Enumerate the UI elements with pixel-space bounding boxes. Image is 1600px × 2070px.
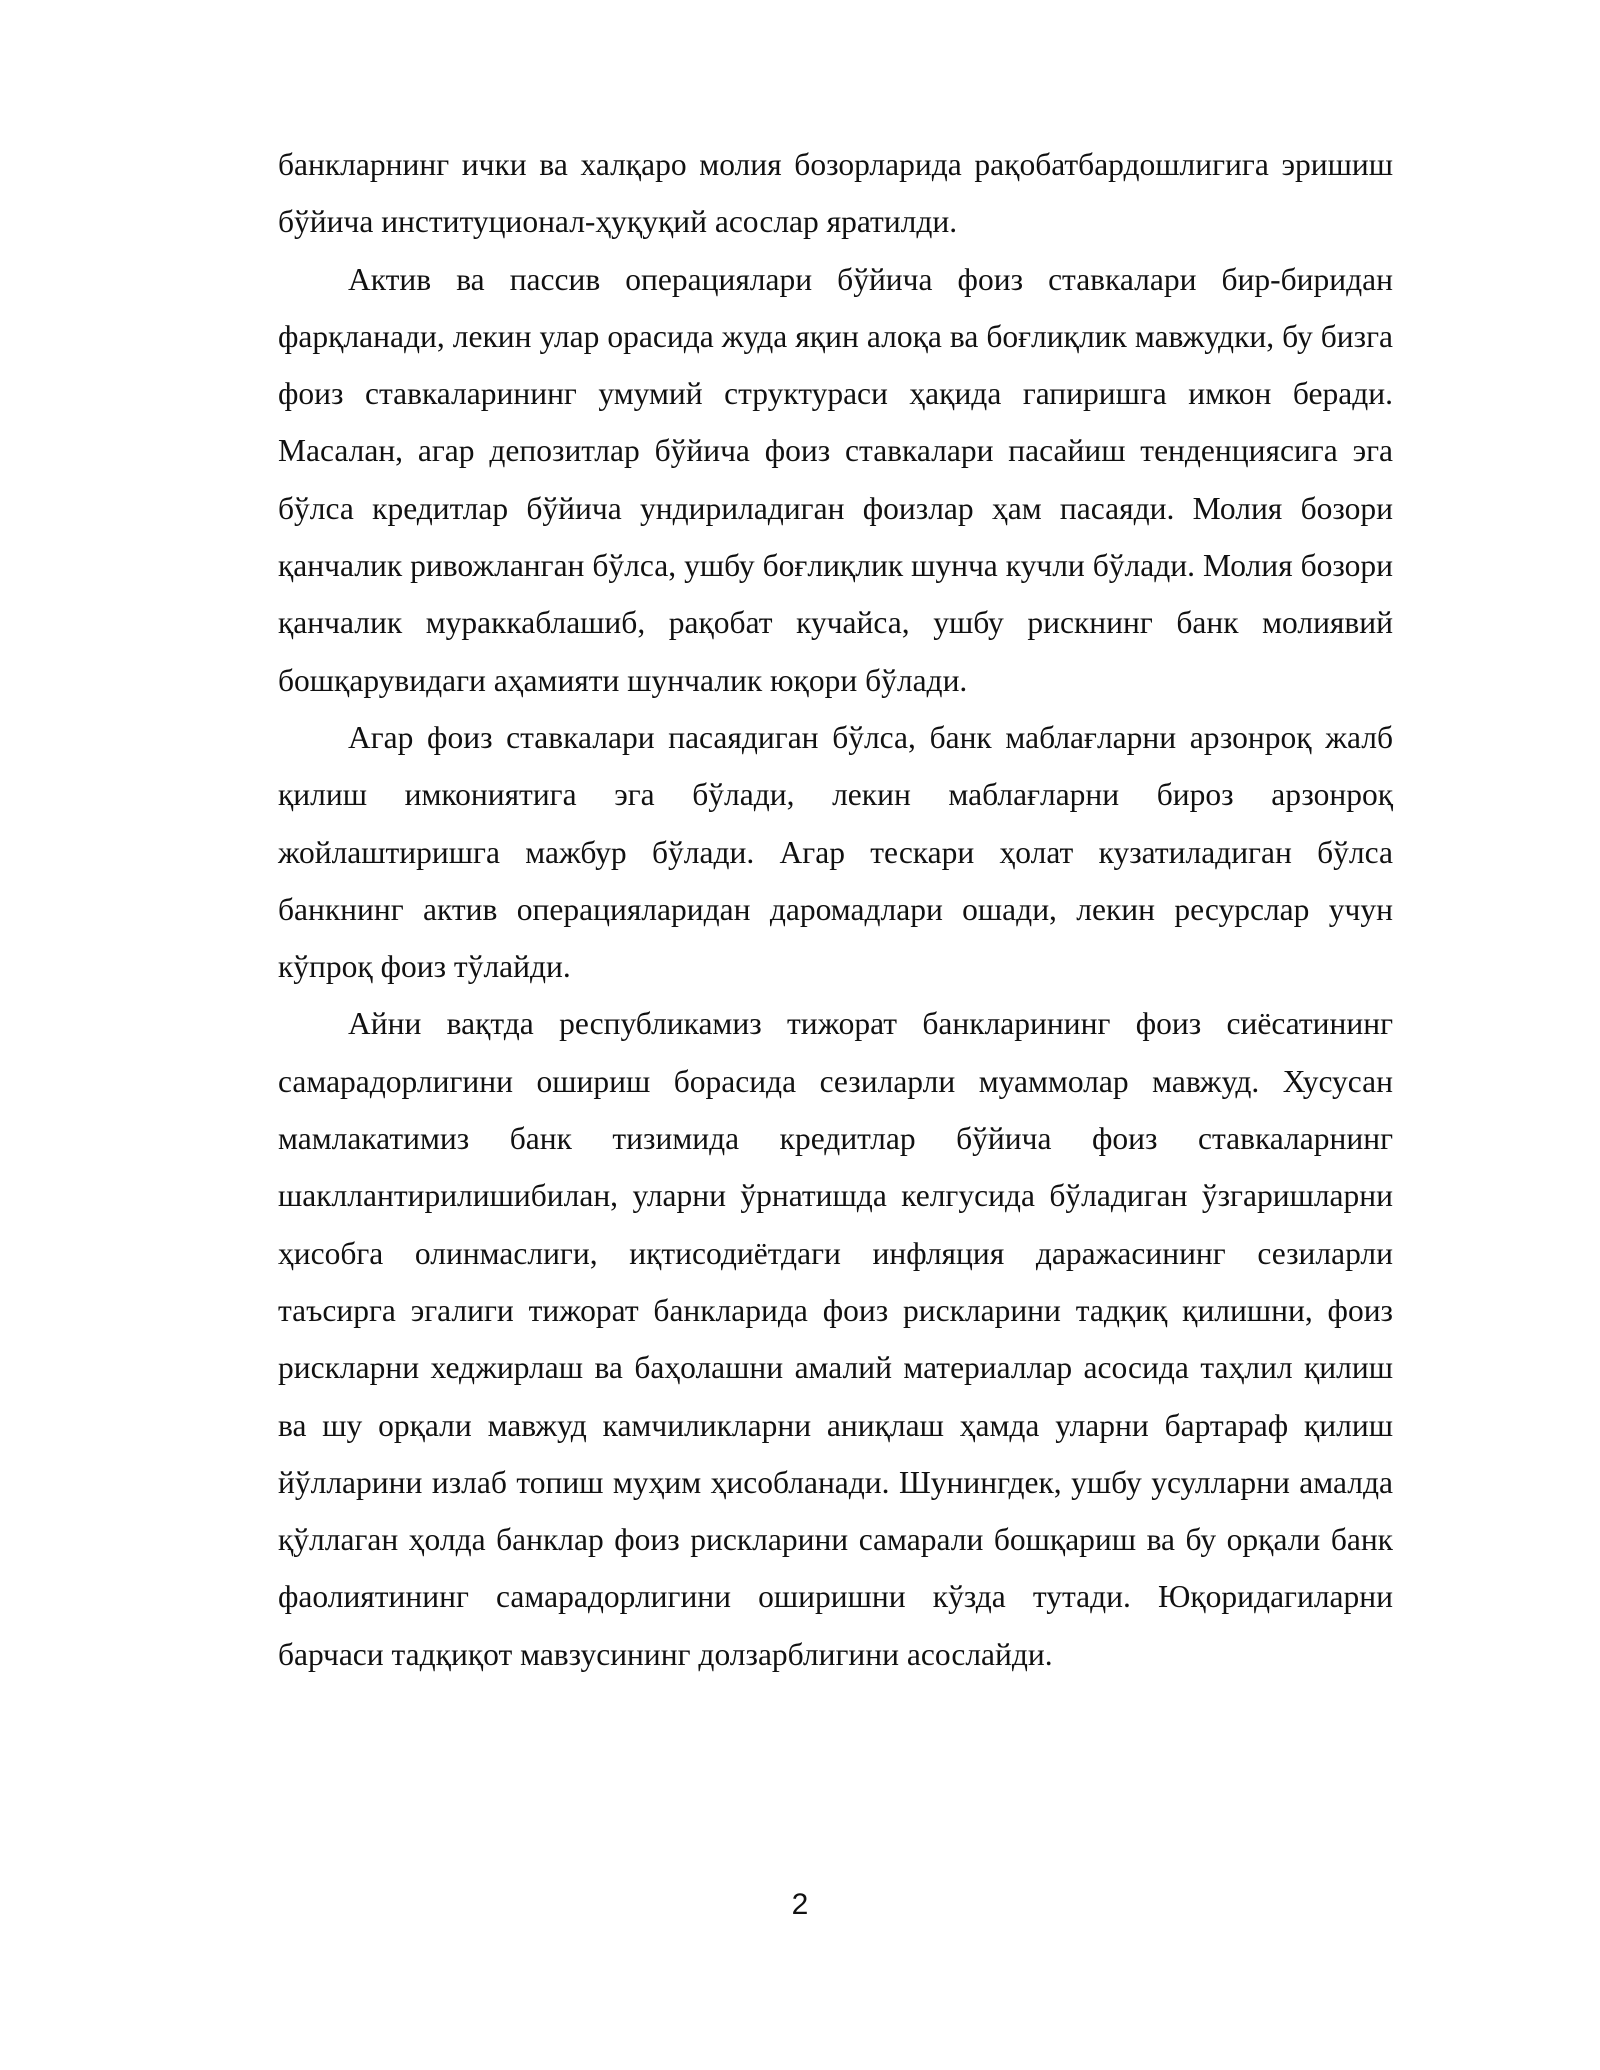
paragraph-research-relevance: Айни вақтда республикамиз тижорат банкларининг фоиз сиёсатининг самарадорлигини ошириш борасида сезиларли муаммолар мавжуд. Хусусан мамлакатимиз банк тизимида кредитлар бўйича фоиз ставкаларнинг шакллантирилишибилан, уларни ўрнатишда келгусида бўладиган ўзгаришларни ҳисобга олинмаслиги, иқтисодиётдаги инфляция даражасининг сезиларли таъсирга эгалиги тижорат банкларида фоиз рискларини тадқиқ қилишни, фоиз рискларни хеджирлаш ва баҳолашни амалий материаллар асосида таҳлил қилиш ва шу орқали мавжуд камчиликларни аниқлаш ҳамда уларни бартараф қилиш йўлларини излаб топиш муҳим ҳисобланади. Шунингдек, ушбу усулларни амалда қўллаган ҳолда банклар фоиз рискларини самарали бошқариш ва бу орқали банк фаолиятининг самарадорлигини оширишни кўзда тутади. Юқоридагиларни барчаси тадқиқот мавзусининг долзарблигини асослайди. bbox=[278, 1006, 1393, 1672]
paragraph-continuation: банкларнинг ички ва халқаро молия бозорларида рақобатбардошлигига эришиш бўйича институционал-ҳуқуқий асослар яратилди. bbox=[278, 147, 1393, 240]
paragraph-rate-decrease-effect: Агар фоиз ставкалари пасаядиган бўлса, банк маблағларни арзонроқ жалб қилиш имкониятига эга бўлади, лекин маблағларни бироз арзонроқ жойлаштиришга мажбур бўлади. Агар тескари ҳолат кузатиладиган бўлса банкнинг актив операцияларидан даромадлари ошади, лекин ресурслар учун кўпроқ фоиз тўлайди. bbox=[278, 719, 1393, 985]
document-body bbox=[278, 136, 1393, 1683]
paragraph-interest-rates-structure: Актив ва пассив операциялари бўйича фоиз ставкалари бир-биридан фарқланади, лекин улар орасида жуда яқин алоқа ва боғлиқлик мавжудки, бу бизга фоиз ставкаларининг умумий структураси ҳақида гапиришга имкон беради. Масалан, агар депозитлар бўйича фоиз ставкалари пасайиш тенденциясига эга бўлса кредитлар бўйича ундириладиган фоизлар ҳам пасаяди. Молия бозори қанчалик ривожланган бўлса, ушбу боғлиқлик шунча кучли бўлади. Молия бозори қанчалик мураккаблашиб, рақобат кучайса, ушбу рискнинг банк молиявий бошқарувидаги аҳамияти шунчалик юқори бўлади. bbox=[278, 261, 1393, 698]
page-number: 2 bbox=[791, 1888, 809, 1921]
